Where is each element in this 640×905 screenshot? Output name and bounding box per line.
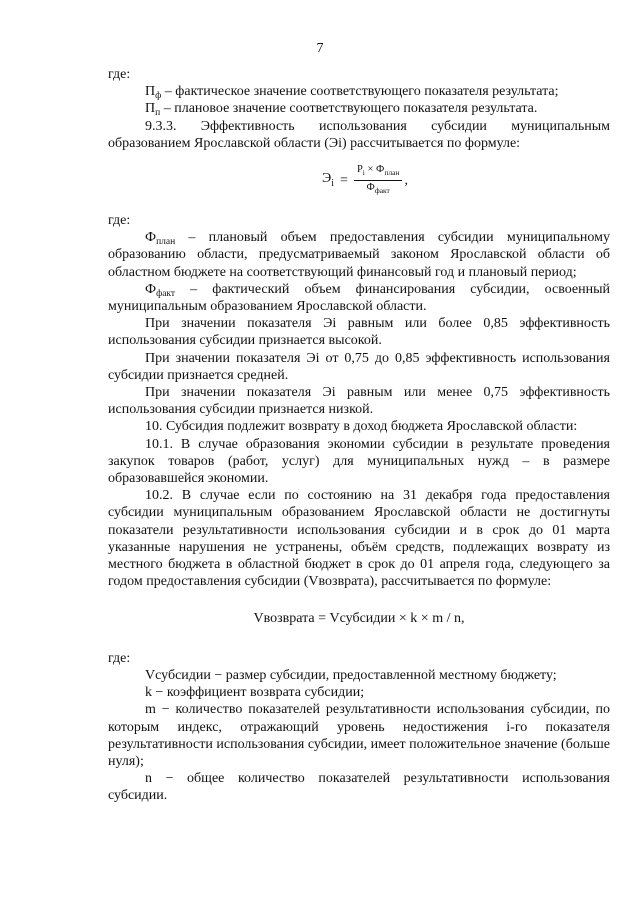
def-vsub: Vсубсидии − размер субсидии, предоставленной местному бюджету;: [145, 667, 557, 683]
def-n: n − общее количество показателей результативности использования субсидии.: [108, 771, 610, 804]
where-label-1: где:: [108, 67, 131, 82]
def-pp: $П_п$ – плановое значение соответствующего показателя результата.: [145, 101, 538, 119]
def-fplan: $Ф_{план}$ – плановый объем предоставления субсидии муниципальному образованию области, предусматриваемый законом Ярославской области об областном бюджете на соответствующий финансовый год и плановый период;: [108, 230, 610, 280]
paragraph-9-3-3: 9.3.3. Эффективность использования субсидии муниципальным образованием Ярославской области (Эi) рассчитывается по формуле:: [108, 118, 610, 151]
document-body: [108, 66, 610, 805]
def-pf: $П_ф$ – фактическое значение соответствующего показателя результата;: [145, 84, 559, 102]
formula-fraction: $\frac{P_i \times Ф_{план}}{Ф_{факт}}$: [354, 164, 403, 197]
paragraph-10-2: 10.2. В случае если по состоянию на 31 декабря года предоставления субсидии муниципальным образованием Ярославской области не достигнуты показатели результативности использования субсидии и в срок до 01 марта указанные нарушения не устранены, объём средств, подлежащих возврату из местного бюджета в областной бюджет в срок до 01 апреля года, следующего за годом предоставления субсидии (Vвозврата), рассчитывается по формуле:: [108, 488, 610, 590]
efficiency-mid: При значении показателя Эi от 0,75 до 0,85 эффективность использования субсидии признается средней.: [108, 350, 610, 383]
where-label-2: где:: [108, 213, 131, 229]
def-m: m − количество показателей результативности использования субсидии, по которым индекс, отражающий уровень недостижения i-го показателя результативности использования субсидии, имеет положительное значение (больше нуля);: [108, 702, 610, 769]
page-number: 7: [316, 41, 324, 56]
paragraph-10-1: 10.1. В случае образования экономии субсидии в результате проведения закупок товаров (работ, услуг) для муниципальных нужд – в размере образовавшейся экономии.: [108, 436, 610, 487]
def-k: k − коэффициент возврата субсидии;: [145, 685, 365, 701]
refund-formula: Vвозврата = Vсубсидии × k × m / n,: [253, 611, 465, 627]
def-ffakt: $Ф_{факт}$ – фактический объем финансирования субсидии, освоенный муниципальным образованием Ярославской области.: [108, 281, 610, 315]
efficiency-formula: $Э_i$ = $\frac{P_i \times Ф_{план}}{Ф_{факт}}$ ,: [322, 164, 408, 196]
paragraph-10: 10. Субсидия подлежит возврату в доход бюджета Ярославской области:: [145, 419, 578, 435]
where-label-3: где:: [108, 650, 131, 666]
efficiency-high: При значении показателя Эi равным или более 0,85 эффективность использования субсидии признается высокой.: [108, 316, 610, 349]
efficiency-low: При значении показателя Эi равным или менее 0,75 эффективность использования субсидии признается низкой.: [108, 385, 610, 418]
